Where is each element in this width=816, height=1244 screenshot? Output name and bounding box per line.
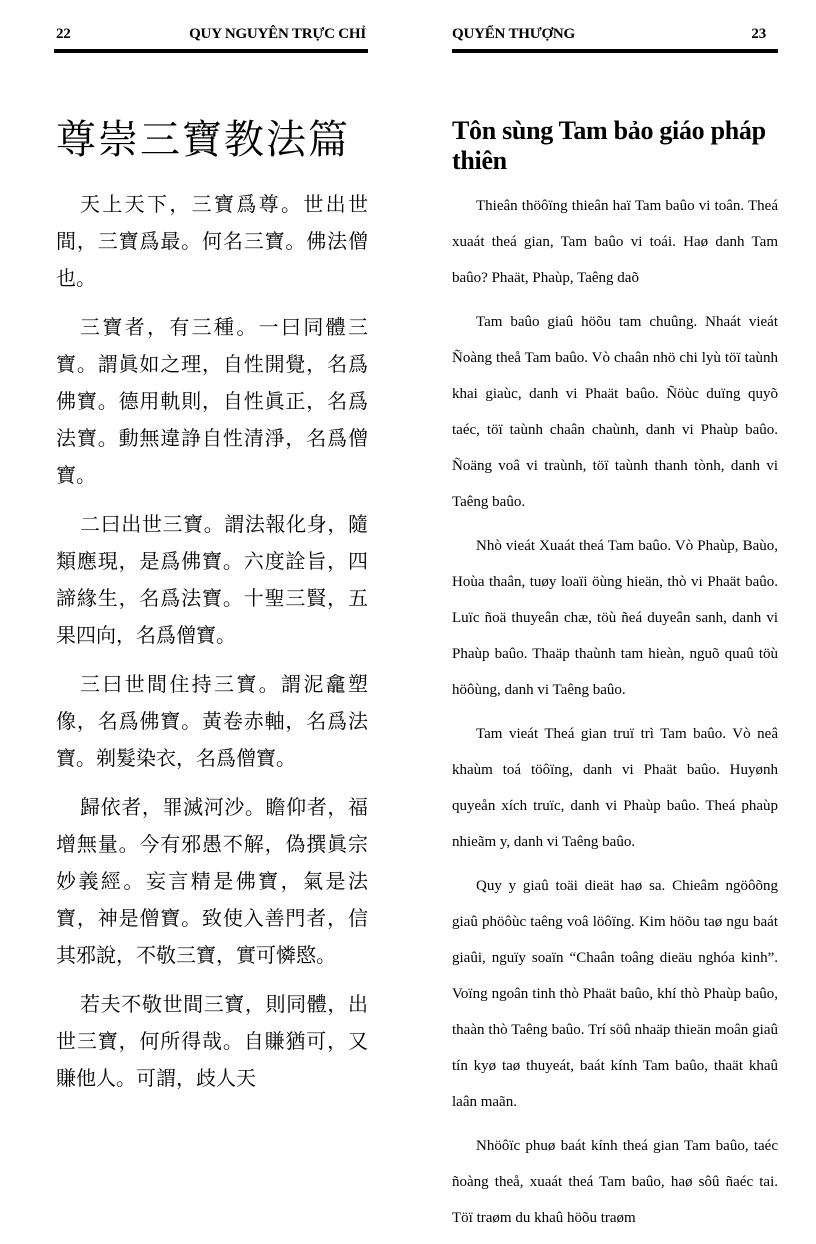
paragraph: 二曰出世三寶。謂法報化身，隨類應現，是爲佛寶。六度詮旨，四諦緣生，名爲法寶。十聖三賢，五果四向，名爲僧寶。 <box>56 512 368 647</box>
left-page <box>0 0 408 1123</box>
paragraph: 三寶者，有三種。一曰同體三寶。謂眞如之理，自性開覺，名爲佛寶。德用軌則，自性眞正，名爲法寶。動無違諍自性清淨，名爲僧寶。 <box>56 315 368 487</box>
chapter-title-chinese: 尊崇三寶教法篇 <box>56 117 350 163</box>
paragraph: 天上天下，三寶爲尊。世出世間，三寶爲最。何名三寶。佛法僧也。 <box>56 192 368 290</box>
page-number: 22 <box>56 26 71 42</box>
paragraph: Nhöôïc phuø baát kính theá gian Tam baûo, taéc ñoàng theå, xuaát theá Tam baûo, haø sôû ñaéc tai. Töï traøm du khaû höõu traøm <box>452 1138 778 1226</box>
paragraph: 歸依者，罪滅河沙。瞻仰者，福增無量。今有邪愚不解，偽撰眞宗妙義經。妄言精是佛寶，氣是法寶，神是僧寶。致使入善門者，信其邪說，不敬三寶，實可憐愍。 <box>56 795 368 967</box>
header-rule <box>452 49 778 53</box>
chapter-title-vietnamese: Tôn sùng Tam bảo giáo pháp thiên <box>452 116 766 175</box>
running-head: QUY NGUYÊN TRỰC CHỈ <box>189 26 366 42</box>
header-rule <box>54 49 368 53</box>
paragraph: Tam vieát Theá gian truï trì Tam baûo. Vò neâ khaùm toá töôïng, danh vi Phaät baûo. Huyønh quyeån xích truïc, danh vi Phaùp baûo. Theá phaùp nhieãm y, danh vi Taêng baûo. <box>452 726 778 850</box>
paragraph: 若夫不敬世間三寶，則同體，出世三寶，何所得哉。自賺猶可，又賺他人。可謂，歧人天 <box>56 992 368 1090</box>
vietnamese-text <box>452 188 778 1244</box>
paragraph: Thieân thöôïng thieân haï Tam baûo vi toân. Theá xuaát theá gian, Tam baûo vi toái. Haø danh Tam baûo? Phaät, Phaùp, Taêng daõ <box>452 198 778 286</box>
paragraph: Quy y giaû toäi dieät haø sa. Chieâm ngöôõng giaû phöôùc taêng voâ löôïng. Kim höõu taø ngu baát giaûi, nguïy soaïn “Chaân toâng dieäu nghóa kinh”. Voïng ngoân tinh thò Phaät baûo, khí thò Phaùp baûo, thaàn thò Taêng baûo. Trí söû nhaäp thieän moân giaû tín kyø taø thuyeát, baát kính Tam baûo, thaät khaû laân maãn. <box>452 878 778 1110</box>
chinese-text <box>56 186 368 1109</box>
page-number: 23 <box>751 26 766 42</box>
paragraph: 三曰世間住持三寶。謂泥龕塑像，名爲佛寶。黃卷赤軸，名爲法寶。剃髮染衣，名爲僧寶。 <box>56 672 368 770</box>
paragraph: Nhò vieát Xuaát theá Tam baûo. Vò Phaùp, Baùo, Hoùa thaân, tuøy loaïi öùng hieän, thò vi Phaät baûo. Luïc ñoä thuyeân chæ, töù ñeá duyeân sanh, danh vi Phaùp baûo. Thaäp thaùnh tam hieàn, nguõ quaû töù höôùng, danh vi Taêng baûo. <box>452 538 778 698</box>
right-page <box>408 0 816 1226</box>
running-head: QUYỂN THƯỢNG <box>452 26 576 42</box>
paragraph: Tam baûo giaû höõu tam chuûng. Nhaát vieát Ñoàng theå Tam baûo. Vò chaân nhö chi lyù töï taùnh khai giaùc, danh vi Phaät baûo. Ñöùc duïng quyõ taéc, töï taùnh chaân chaùnh, danh vi Phaùp baûo. Ñoäng voâ vi traùnh, töï taùnh thanh tònh, danh vi Taêng baûo. <box>452 314 778 510</box>
